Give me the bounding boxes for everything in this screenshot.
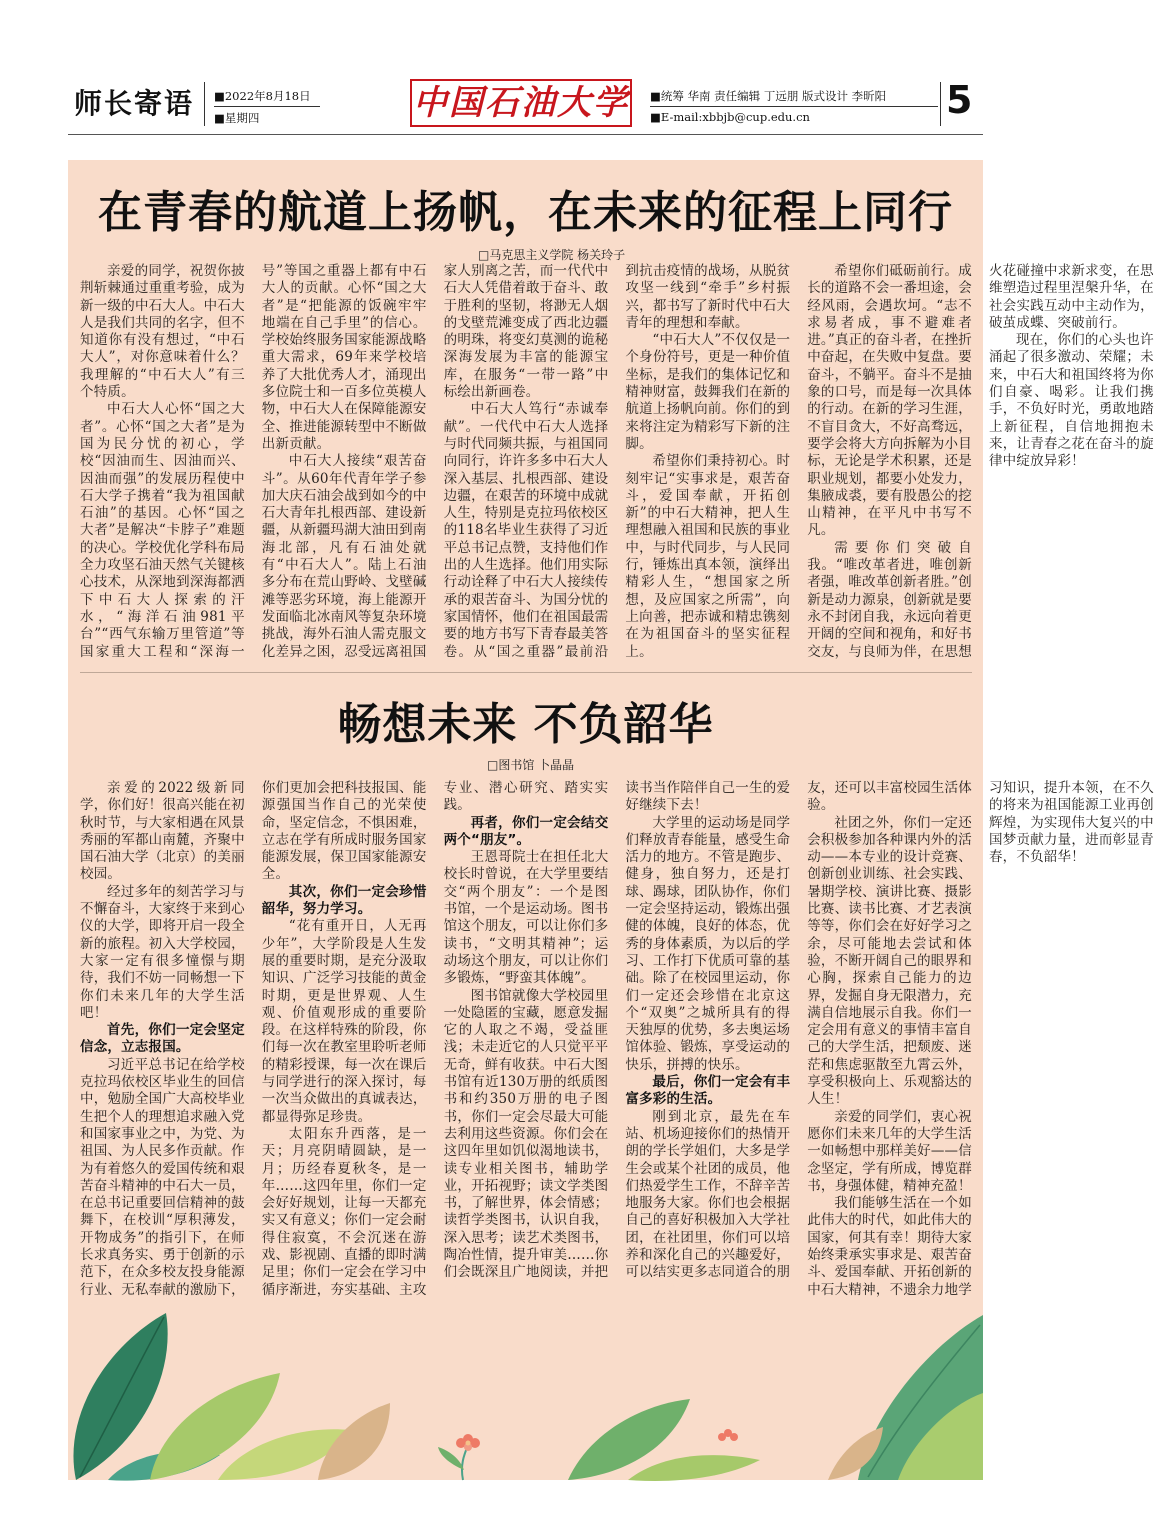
header-bottom-rule [68, 134, 983, 135]
article-paragraph: 中石大人笃行“赤诚奉献”。一代代中石大人选择与时代同频共振，与祖国同向同行，许许多多中石大人深入基层、扎根西部、建设边疆，在艰苦的环境中成就人生，特别是克拉玛依校区的118名毕业生获得了习近平总书记点赞，支持他们作出的人生选择。他们用实际行动诠释了中石大人接续传承的艰苦奋斗、为国分忧的家国情怀，他们在祖国最需要的地方书写下青春最美答卷。从“国之重器”最前沿到抗击疫情的战场，从脱贫攻坚一线到“牵手”乡村振兴，都书写了新时代中石大青年的理想和奉献。 [443, 263, 791, 660]
article-subheading: 再者，你们一定会结交两个“朋友”。 [443, 814, 609, 848]
article-paragraph: 大学里的运动场是同学们释放青春能量，感受生命活力的地方。不管是跑步、健身，独自努力，还是打球、踢球，团队协作，你们一定会坚持运动，锻炼出强健的体魄，良好的体态，优秀的身体素质，为以后的学习、工作打下优质可靠的基础。除了在校园里运动，你们一定还会珍惜在北京这个“双奥”之城所具有的得天独厚的优势，多去奥运场馆体验、锻炼，享受运动的快乐，拼搏的快乐。 [625, 814, 791, 1073]
article-2-byline: □图书馆 卜晶晶 [487, 758, 575, 772]
plant-decoration [68, 1305, 983, 1480]
article-paragraph: 希望你们砥砺前行。成长的道路不会一番坦途，会经风雨，会遇坎坷。“志不求易者成，事不避难者进。”真正的奋斗者，在挫折中奋起，在失败中复盘。要奋斗，不躺平。奋斗不是抽象的口号，而是每一次具体的行动。在新的学习生涯，不盲目贪大，不好高骛远，要学会将大方向拆解为小目标，无论是学术积累，还是职业规划，都要小处发力，集腋成裘，要有股愚公的挖山精神，在平凡中书写不凡。 [807, 263, 972, 539]
article-paragraph: 刚到北京，最先在车站、机场迎接你们的热情开朗的学长学姐们，大多是学生会或某个社团的成员，他们热爱学生工作，不辞辛苦地服务大家。你们也会根据自己的喜好积极加入大学社团，在社团里，你们可以培养和深化自己的兴趣爱好，可以结实更多志同道合的朋友，还可以丰富校园生活体验。 [625, 780, 972, 1281]
header-separator-right [940, 82, 941, 126]
leaf [628, 1455, 760, 1481]
center-leaf-cluster [568, 1399, 760, 1481]
flower-center [466, 1441, 471, 1446]
article-subheading: 其次，你们一定会珍惜韶华，努力学习。 [261, 883, 427, 918]
article-paragraph: 图书馆就像大学校园里一处隐匿的宝藏，愿意发掘它的人取之不竭，受益匪浅；未走近它的人只觉平平无奇，鲜有收获。中石大图书馆有近130万册的纸质图书和约350万册的电子图书，你们一定会尽最大可能去利用这些资源。你们会在这四年里如饥似渴地读书，读专业相关图书，辅助学业，开拓视野；读文学类图书，了解世界，体会情感；读哲学类图书，认识自我，深入思考；读艺术类图书，陶冶性情，提升审美……你们会既深且广地阅读，并把读书当作陪伴自己一生的爱好继续下去！ [443, 780, 791, 1281]
article-1-title: 在青春的航道上扬帆，在未来的征程上同行 [98, 187, 953, 238]
date-rule [214, 106, 320, 107]
flower-petal [730, 1433, 738, 1441]
newspaper-masthead-logo: 中国石油大学 [410, 79, 632, 127]
article-paragraph: 我们能够生活在一个如此伟大的时代，如此伟大的国家，何其有幸！期待大家始终秉承实事求是、艰苦奋斗、爱国奉献、开拓创新的中石大精神，不遗余力地学习知识，提升本领，在不久的将来为祖国能源工业再创辉煌，为实现伟大复兴的中国梦贡献力量，进而彰显青春，不负韶华！ [807, 780, 1154, 1298]
article-paragraph: 需要你们突破自我。“唯改革者进，唯创新者强，唯改革创新者胜。”创新是动力源泉，创新就是要永不封闭自我，永远向着更开阔的空间和视角，和好书交友，与良师为伴，在思想火花碰撞中求新求变，在思维塑造过程里涅槃升华，在社会实践互动中主动作为，破茧成蝶、突破前行。 [807, 263, 1154, 660]
article-subheading: 最后，你们一定会有丰富多彩的生活。 [625, 1074, 791, 1108]
section-title: 师长寄语 [74, 87, 195, 120]
article-paragraph: 现在，你们的心头也许涌起了很多激动、荣耀；未来，中石大和祖国终将为你们自豪、喝彩。让我们携手，不负好时光，勇敢地踏上新征程，自信地拥抱未来，让青春之花在奋斗的旋律中绽放异彩！ [988, 332, 1154, 470]
leaf [438, 1447, 464, 1470]
article-paragraph: 经过多年的刻苦学习与不懈奋斗，大家终于来到心仪的大学，即将开启一段全新的旅程。初入大学校园，大家一定有很多憧憬与期待，我们不妨一同畅想一下你们未来几年的大学生活吧！ [80, 883, 245, 1021]
flower-sprig [438, 1434, 480, 1480]
credits-rule [650, 106, 938, 107]
article-subheading: 首先，你们一定会坚定信念，立志报国。 [80, 1022, 245, 1056]
article-paragraph: 中石大人接续“艰苦奋斗”。从60年代青年学子参加大庆石油会战到如今的中石大青年扎根西部、建设新疆，从新疆玛湖大油田到南海北部，凡有石油处就有“中石大人”。陆上石油多分布在荒山野岭、戈壁碱滩等恶劣环境，海上能源开发面临北冰南风等复杂环境挑战，海外石油人需克服文化差异之困，忍受远离祖国家人别离之苦，而一代代中石大人凭借着敢于奋斗、敢于胜利的坚韧，将渺无人烟的戈壁荒滩变成了西北边疆的明珠，将变幻莫测的诡秘深海发展为丰富的能源宝库，在服务“一带一路”中标绘出新画卷。 [261, 263, 609, 660]
right-leaf-cluster [828, 1315, 983, 1480]
article-paragraph: 希望你们秉持初心。时刻牢记“实事求是，艰苦奋斗，爱国奉献，开拓创新”的中石大精神，把人生理想融入祖国和民族的事业中，与时代同步，与人民同行，锤炼出真本领，演绎出精彩人生，“想国家之所想，及应国家之所需”，向上向善，把赤诚和精忠镌刻在为祖国奋斗的坚实征程上。 [625, 453, 791, 660]
article-paragraph: 太阳东升西落，是一天；月亮阴晴圆缺，是一月；历经春夏秋冬，是一年……这四年里，你们一定会好好规划，让每一天都充实又有意义；你们一定会耐得住寂寞，不会沉迷在游戏、影视剧、直播的即时满足里；你们一定会在学习中循序渐进，夯实基础、主攻专业、潜心研究、踏实实践。 [261, 780, 609, 1298]
article-1-body [80, 263, 1154, 663]
left-leaf-cluster [73, 1313, 390, 1481]
article-2-title: 畅想未来 不负韶华 [337, 699, 714, 750]
article-paragraph: “花有重开日，人无再少年”，大学阶段是人生发展的重要时期，是充分汲取知识、广泛学习技能的黄金时期，更是世界观、人生观、价值观形成的重要阶段。在这样特殊的阶段，你们每一次在教室里聆听老师的精彩授课，每一次在课后与同学进行的深入探讨，每一次当众做出的真诚表达，都显得弥足珍贵。 [261, 918, 427, 1125]
article-2-body [80, 780, 1154, 1302]
article-paragraph: 习近平总书记在给学校克拉玛依校区毕业生的回信中，勉励全国广大高校毕业生把个人的理想追求融入党和国家事业之中，为党、为祖国、为人民多作贡献。作为有着悠久的爱国传统和艰苦奋斗精神的中石大一员，在总书记重要回信精神的鼓舞下，在校训“厚积薄发，开物成务”的指引下，在师长求真务实、勇于创新的示范下，在众多校友投身能源行业、无私奉献的激励下，你们更加会把科技报国、能源强国当作自己的光荣使命，坚定信念，不惧困难，立志在学有所成时服务国家能源发展，保卫国家能源安全。 [80, 780, 427, 1298]
flower-petal [718, 1433, 726, 1441]
editorial-credits: ■统筹 华南 责任编辑 丁远朋 版式设计 李昕阳 [650, 89, 887, 103]
article-paragraph: 亲爱的2022级新同学，你们好！很高兴能在初秋时节，与大家相遇在风景秀丽的军都山南麓，齐聚中国石油大学（北京）的美丽校园。 [80, 780, 245, 883]
article-divider [80, 672, 972, 673]
header-separator [204, 82, 205, 126]
contact-email: ■E-mail:xbbjb@cup.edu.cn [650, 110, 810, 124]
issue-date: ■2022年8月18日 [214, 89, 311, 103]
article-paragraph: 王恩哥院士在担任北大校长时曾说，在大学里要结交“两个朋友”：一个是图书馆，一个是运动场。图书馆这个朋友，可以让你们多读书，“文明其精神”；运动场这个朋友，可以让你们多锻炼，“野蛮其体魄”。 [443, 849, 609, 987]
article-paragraph: 亲爱的同学，祝贺你披荆斩棘通过重重考验，成为新一级的中石大人。中石大人是我们共同的名字，但不知道你有没有想过，“中石大人”，对你意味着什么？我理解的“中石大人”有三个特质。 [80, 263, 245, 401]
issue-weekday: ■星期四 [214, 111, 260, 125]
article-paragraph: 中石大人心怀“国之大者”。心怀“国之大者”是为国为民分忧的初心，学校“因油而生、因油而兴、因油而强”的发展历程使中石大学子携着“我为祖国献石油”的基因。心怀“国之大者”是解决“卡脖子”难题的决心。学校优化学科布局全力攻坚石油天然气关键核心技术，从深地到深海都洒下中石大人探索的汗水，“海洋石油981平台”“西气东输万里管道”等国家重大工程和“深海一号”等国之重器上都有中石大人的贡献。心怀“国之大者”是“把能源的饭碗牢牢地端在自己手里”的信心。学校始终服务国家能源战略重大需求，69年来学校培养了大批优秀人才，涌现出多位院士和一百多位英模人物，中石大人在保障能源安全、推进能源转型中不断做出新贡献。 [80, 263, 427, 660]
article-paragraph: 亲爱的同学们，衷心祝愿你们未来几年的大学生活一如畅想中那样美好——信念坚定，学有所成，博览群书，身强体健，精神充盈！ [807, 1108, 972, 1194]
article-paragraph: 社团之外，你们一定还会积极参加各种课内外的活动——本专业的设计竞赛、创新创业训练、社会实践、暑期学校、演讲比赛、摄影比赛、读书比赛、才艺表演等等，你们会在好好学习之余，尽可能地去尝试和体验，不断开阔自己的眼界和心胸，探索自己能力的边界，发掘自身无限潜力，充满自信地展示自我。你们一定会用有意义的事情丰富自己的大学生活，把颓废、迷茫和焦虑驱散至九霄云外，享受积极向上、乐观豁达的人生！ [807, 814, 972, 1108]
article-paragraph: “中石大人”不仅仅是一个身份符号，更是一种价值坐标，是我们的集体记忆和精神财富，鼓舞我们在新的航道上扬帆向前。你们的到来将注定为精彩写下新的注脚。 [625, 332, 791, 452]
page-number: 5 [946, 78, 973, 122]
article-1-byline: □马克思主义学院 杨关玲子 [478, 248, 626, 262]
